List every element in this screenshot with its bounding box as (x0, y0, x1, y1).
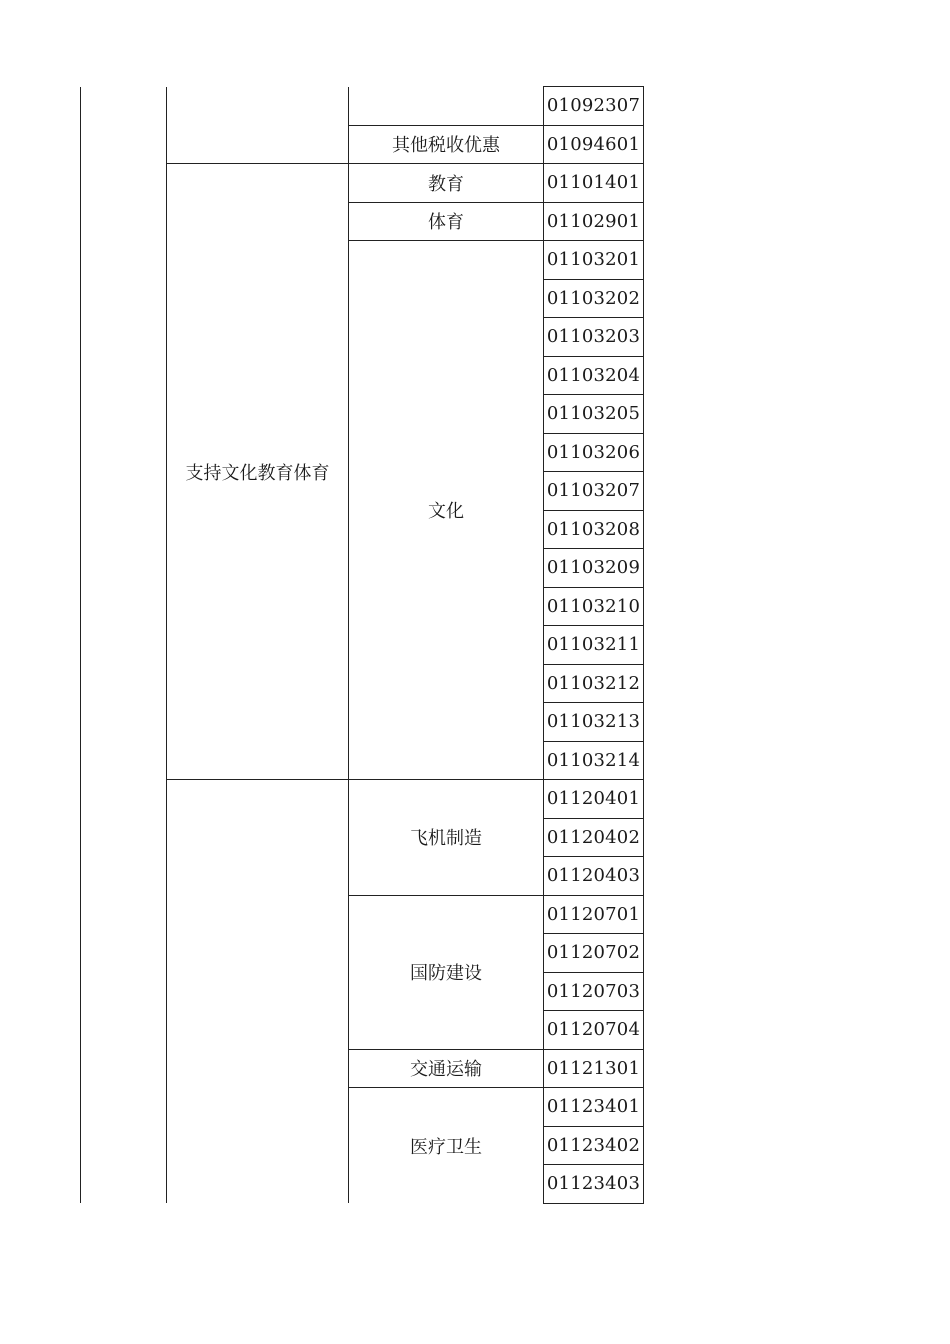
code-cell: 01120703 (544, 972, 644, 1011)
code-cell: 01103211 (544, 626, 644, 665)
code-cell: 01103207 (544, 472, 644, 511)
code-cell: 01103201 (544, 241, 644, 280)
code-cell: 01103213 (544, 703, 644, 742)
category-cell (167, 87, 349, 164)
subcategory-cell: 国防建设 (349, 895, 544, 1049)
code-cell: 01121301 (544, 1049, 644, 1088)
code-cell: 01120403 (544, 857, 644, 896)
category-cell: 支持文化教育体育 (167, 164, 349, 780)
subcategory-cell: 文化 (349, 241, 544, 780)
code-cell: 01092307 (544, 87, 644, 126)
subcategory-cell: 飞机制造 (349, 780, 544, 896)
code-cell: 01103214 (544, 741, 644, 780)
subcategory-cell (349, 87, 544, 126)
code-cell: 01123402 (544, 1126, 644, 1165)
code-cell: 01094601 (544, 125, 644, 164)
subcategory-cell: 交通运输 (349, 1049, 544, 1088)
code-cell: 01103206 (544, 433, 644, 472)
code-cell: 01103208 (544, 510, 644, 549)
code-cell: 01103205 (544, 395, 644, 434)
code-cell: 01101401 (544, 164, 644, 203)
code-cell: 01120704 (544, 1011, 644, 1050)
code-cell: 01103210 (544, 587, 644, 626)
code-cell: 01103212 (544, 664, 644, 703)
code-cell: 01120402 (544, 818, 644, 857)
code-cell: 01103203 (544, 318, 644, 357)
subcategory-cell: 体育 (349, 202, 544, 241)
code-cell: 01102901 (544, 202, 644, 241)
code-cell: 01103202 (544, 279, 644, 318)
table-row (81, 87, 644, 126)
code-cell: 01123401 (544, 1088, 644, 1127)
category-cell (167, 780, 349, 1204)
code-cell: 01103204 (544, 356, 644, 395)
subcategory-cell: 医疗卫生 (349, 1088, 544, 1204)
tax-code-table (80, 86, 644, 1204)
code-cell: 01120701 (544, 895, 644, 934)
code-cell: 01120702 (544, 934, 644, 973)
outer-column-cell (81, 87, 167, 1204)
code-cell: 01123403 (544, 1165, 644, 1204)
subcategory-cell: 教育 (349, 164, 544, 203)
code-cell: 01120401 (544, 780, 644, 819)
subcategory-cell: 其他税收优惠 (349, 125, 544, 164)
code-cell: 01103209 (544, 549, 644, 588)
